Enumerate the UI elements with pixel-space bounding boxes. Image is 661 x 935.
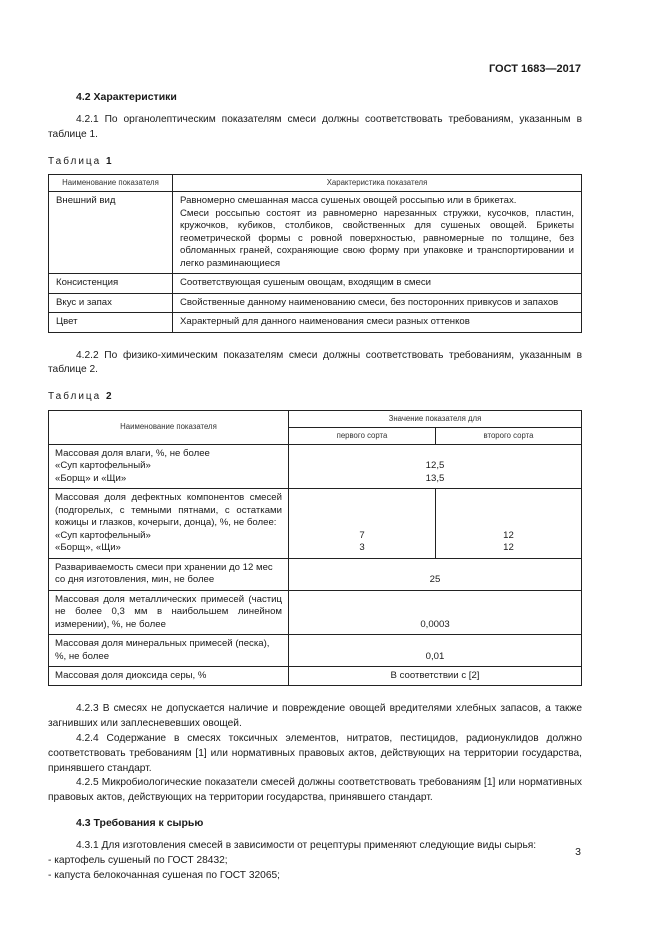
table2-cell-name: Массовая доля диоксида серы, % [49,666,289,685]
table2-cell-value: 25 [289,558,582,590]
paragraph-4-2-1: 4.2.1 По органолептическим показателям смеси должны соответствовать требованиям, указанным в таблице 1. [48,114,582,140]
table2-value-line: 12 [503,542,514,554]
table2-header-row [49,410,582,427]
table2-cell-name [49,489,289,558]
page-content [48,90,582,883]
paragraph-4-2-2: 4.2.2 По физико-химическим показателям смеси должны соответствовать требованиям, указанным в таблице 2. [48,349,582,376]
table2-value-line: 12 [503,529,514,541]
table1-cell-name: Вкус и запах [49,293,173,312]
table1-cell-value [173,192,582,274]
table1-cell-name: Консистенция [49,274,173,293]
table2-value-line: 3 [359,542,365,554]
table-row [49,313,582,332]
table1-cell-name: Цвет [49,313,173,332]
table-2 [48,410,582,687]
table1-cell-name: Внешний вид [49,192,173,274]
list-item: - картофель сушеный по ГОСТ 28432; [48,854,228,866]
table1-header-characteristic: Характеристика показателя [173,175,582,192]
table-row [49,666,582,685]
table1-header-name: Наименование показателя [49,175,173,192]
table2-header-value: Значение показателя для [289,410,582,427]
table2-cell-name: Развариваемость смеси при хранении до 12 мес со дня изготовления, мин, не более [49,558,289,590]
paragraph-4-2-5: 4.2.5 Микробиологические показатели смесей должны соответствовать требованиям [1] или нормативных правовых актов, действующих на территории государства, принявшего стандарт. [48,777,582,804]
table-row [49,293,582,312]
table-1 [48,174,582,332]
table2-caption-label: Таблица [48,391,102,403]
document-id: ГОСТ 1683—2017 [488,63,581,75]
paragraph-4-3-1: 4.3.1 Для изготовления смесей в зависимости от рецептуры применяют следующие виды сырья: [76,840,537,852]
table2-cell-first-grade [289,489,436,558]
table-row [49,274,582,293]
table2-header-name: Наименование показателя [49,410,289,444]
table2-cell-name [49,444,289,488]
table2-cell-second-grade [436,489,582,558]
table1-caption [48,155,582,170]
table2-cell-name: Массовая доля металлических примесей (частиц не более 0,3 мм в наибольшем линейном измерении), %, не более [49,590,289,634]
table2-value-line: 13,5 [425,472,445,484]
paragraph-4-2-4: 4.2.4 Содержание в смесях токсичных элементов, нитратов, пестицидов, радионуклидов должно соответствовать требованиям [1] или нормативных правовых актов, действующих на территории государства, принявшего стандарт. [48,733,582,774]
table1-caption-label: Таблица [48,155,102,167]
table1-number: 1 [106,155,112,167]
table2-cell-value: 0,0003 [289,590,582,634]
table2-caption [48,390,582,405]
table2-value-line: 12,5 [425,460,445,472]
paragraph-4-2-3: 4.2.3 В смесях не допускается наличие и повреждение овощей вредителями хлебных запасов, а также загнивших или заплесневевших овощей. [48,703,582,730]
table2-name-line: Массовая доля дефектных компонентов смесей (подгорелых, с темными пятнами, с остатками кожицы и глазков, кочерыги, донца), %, не более: [55,492,282,529]
table1-cell-line: Смеси россыпью состоят из равномерно нарезанных стружки, кусочков, пластин, кружочков, кубиков, столбиков, свойственных для сушеных овощей. Брикеты геометрической формы с ровной поверхностью, равномерные по толщине, без обломанных граней, сохраняющие свою форму при упаковке и транспортировании и легко разминающиеся [180,207,574,269]
section-title-4-3: 4.3 Требования к сырью [76,816,204,829]
table2-cell-value: В соответствии с [2] [289,666,582,685]
section-title-4-2: 4.2 Характеристики [76,91,177,103]
table2-name-line: «Суп картофельный» [55,460,151,472]
table2-header-first-grade: первого сорта [289,427,436,444]
table-row [49,558,582,590]
table-row [49,635,582,667]
table2-number: 2 [106,391,112,403]
table2-name-line: Массовая доля влаги, %, не более [55,447,210,459]
table1-cell-value: Свойственные данному наименованию смеси, без посторонних привкусов и запахов [173,293,582,312]
table1-cell-value: Характерный для данного наименования смеси разных оттенков [173,313,582,332]
table-row [49,192,582,274]
table-row [49,489,582,558]
table-row [49,590,582,634]
table1-header-row [49,175,582,192]
table2-value-line: 7 [359,529,365,541]
table1-cell-value: Соответствующая сушеным овощам, входящим в смеси [173,274,582,293]
table2-name-line: «Суп картофельный» [55,529,151,541]
table2-cell-value [289,444,582,488]
table2-cell-name: Массовая доля минеральных примесей (песка), %, не более [49,635,289,667]
table2-name-line: «Борщ» и «Щи» [55,472,127,484]
page-number: 3 [575,846,581,858]
list-item: - капуста белокочанная сушеная по ГОСТ 32065; [48,869,281,881]
table-row [49,444,582,488]
table2-header-second-grade: второго сорта [436,427,582,444]
table2-cell-value: 0,01 [289,635,582,667]
table2-name-line: «Борщ», «Щи» [55,542,121,554]
table1-cell-line: Равномерно смешанная масса сушеных овощей россыпью или в брикетах. [180,195,517,207]
